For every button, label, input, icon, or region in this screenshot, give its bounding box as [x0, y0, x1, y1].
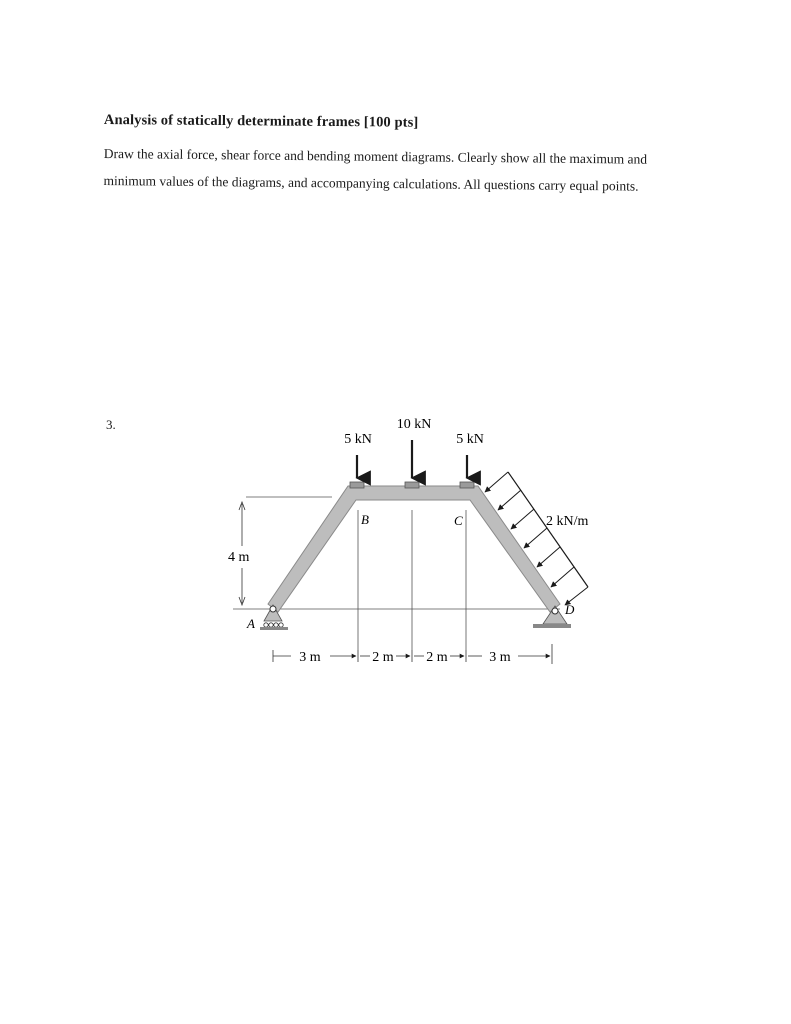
span-1-label: 3 m: [299, 650, 321, 665]
instruction-line-2: minimum values of the diagrams, and accompanying calculations. All questions carry equal points.: [103, 172, 639, 194]
span-4-label: 3 m: [489, 650, 511, 665]
joint-b-label: B: [361, 512, 369, 527]
distributed-load-arrow-2: [498, 490, 521, 510]
height-dimension-label: 4 m: [228, 550, 250, 565]
point-load-center-label: 10 kN: [396, 417, 432, 432]
distributed-load-arrow-6: [551, 567, 574, 587]
distributed-load-arrow-1: [485, 472, 508, 492]
point-load-left-label: 5 kN: [344, 432, 372, 447]
support-d-label: D: [565, 602, 575, 617]
frame-member: [268, 486, 560, 612]
distributed-load-arrow-3: [511, 509, 534, 529]
distributed-load-arrow-5: [537, 547, 560, 567]
load-plate-left: [350, 482, 364, 488]
instruction-line-1: Draw the axial force, shear force and bending moment diagrams. Clearly show all the maximum and: [103, 145, 648, 167]
span-2-label: 2 m: [372, 650, 394, 665]
distributed-load-arrow-4: [524, 528, 547, 548]
support-a-label: A: [247, 616, 255, 631]
point-load-right-label: 5 kN: [456, 432, 484, 447]
load-plate-center: [405, 482, 419, 488]
question-number: 3.: [106, 417, 116, 432]
assignment-heading: Analysis of statically determinate frames [100 pts]: [103, 112, 419, 131]
load-plate-right: [460, 482, 474, 488]
joint-c-label: C: [454, 513, 463, 528]
span-3-label: 2 m: [426, 650, 448, 665]
distributed-load-label: 2 kN/m: [546, 514, 589, 529]
